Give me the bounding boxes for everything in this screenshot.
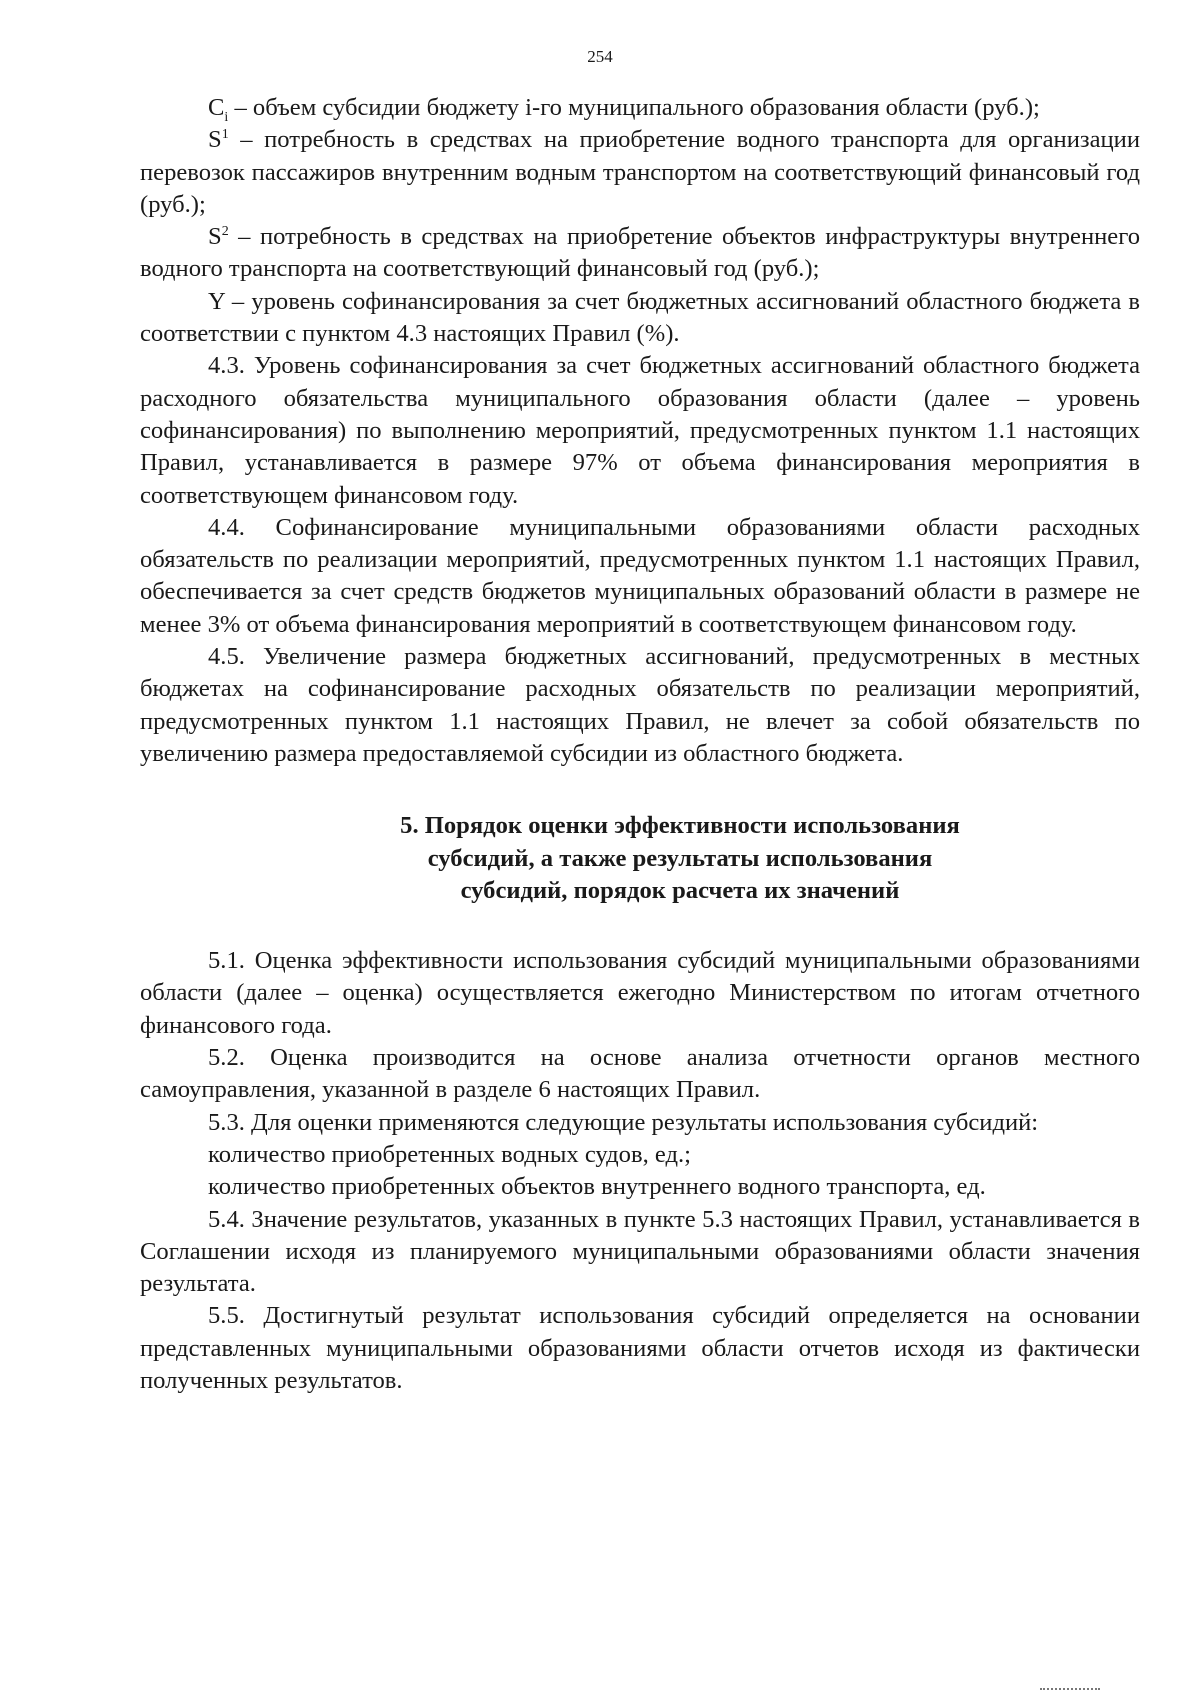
paragraph-4-4: 4.4. Софинансирование муниципальными образованиями области расходных обязательств по реализации мероприятий, предусмотренных пунктом 1.1 настоящих Правил, обеспечивается за счет средств бюджетов муниципальных образований области в размере не менее 3% от объема финансирования мероприятий в соответствующем финансовом году. [140,513,1140,638]
section-5-heading-line-1: 5. Порядок оценки эффективности использования [400,812,960,840]
s2-definition-text: – потребность в средствах на приобретение объектов инфраструктуры внутреннего водного транспорта на соответствующий финансовый год (руб.); [140,223,1140,283]
ci-symbol: C [208,94,225,121]
paragraph-4-3: 4.3. Уровень софинансирования за счет бюджетных ассигнований областного бюджета расходного обязательства муниципального образования области (далее – уровень софинансирования) по выполнению мероприятий, предусмотренных пунктом 1.1 настоящих Правил, устанавливается в размере 97% от объема финансирования мероприятия в соответствующем финансовом году. [140,352,1140,509]
document-body [140,92,1140,1397]
ci-definition-text: – объем субсидии бюджету i-го муниципального образования области (руб.); [228,94,1040,121]
section-5-heading [140,810,1140,907]
page-number: 254 [587,47,613,66]
s1-superscript: 1 [221,127,229,143]
paragraph-5-5: 5.5. Достигнутый результат использования субсидий определяется на основании представленных муниципальными образованиями области отчетов исходя из фактически полученных результатов. [140,1302,1140,1394]
result-item-2: количество приобретенных объектов внутреннего водного транспорта, ед. [208,1173,986,1201]
s1-definition-text: – потребность в средствах на приобретение водного транспорта для организации перевозок пассажиров внутренним водным транспортом на соответствующий финансовый год (руб.); [140,126,1140,218]
section-5-heading-line-2: субсидий, а также результаты использования [427,844,933,872]
paragraph-5-2: 5.2. Оценка производится на основе анализа отчетности органов местного самоуправления, указанной в разделе 6 настоящих Правил. [140,1044,1140,1104]
definition-y: Y – уровень софинансирования за счет бюджетных ассигнований областного бюджета в соответствии с пунктом 4.3 настоящих Правил (%). [140,287,1140,348]
result-item-1: количество приобретенных водных судов, ед.; [208,1140,691,1168]
s1-symbol: S [208,126,222,154]
paragraph-5-4: 5.4. Значение результатов, указанных в пункте 5.3 настоящих Правил, устанавливается в Соглашении исходя из планируемого муниципальными образованиями области значения результата. [140,1205,1140,1298]
paragraph-4-5: 4.5. Увеличение размера бюджетных ассигнований, предусмотренных в местных бюджетах на софинансирование расходных обязательств по реализации мероприятий, предусмотренных пунктом 1.1 настоящих Правил, не влечет за собой обязательств по увеличению размера предоставляемой субсидии из областного бюджета. [140,643,1140,767]
paragraph-5-1: 5.1. Оценка эффективности использования субсидий муниципальными образованиями области (далее – оценка) осуществляется ежегодно Министерством по итогам отчетного финансового года. [140,947,1140,1039]
definition-s1 [140,124,1140,221]
definition-s2 [140,221,1140,286]
ci-subscript: i [224,109,229,125]
section-5-heading-line-3: субсидий, порядок расчета их значений [460,876,900,904]
definition-ci [140,92,1140,124]
paragraph-5-3: 5.3. Для оценки применяются следующие результаты использования субсидий: [208,1108,1039,1136]
scan-artifact-mark [1040,1688,1100,1694]
s2-symbol: S [208,223,222,251]
s2-superscript: 2 [221,224,229,239]
